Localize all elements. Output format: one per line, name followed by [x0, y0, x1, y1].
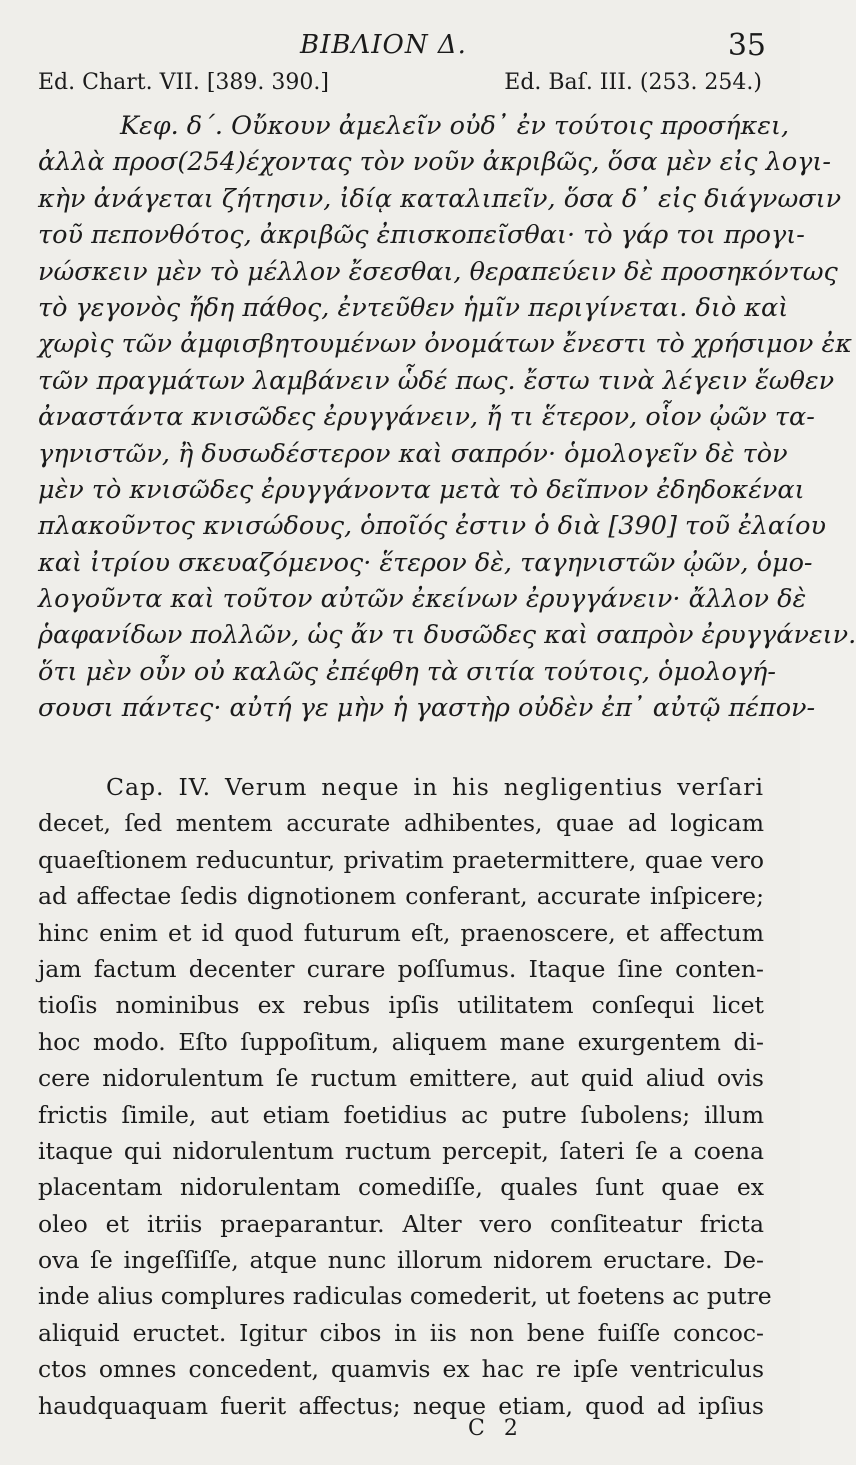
greek-line: μὲν τὸ κνισῶδες ἐρυγγάνοντα μετὰ τὸ δεῖπνον ἐδηδοκέναι	[38, 474, 805, 505]
greek-line: τὸ γεγονὸς ἤδη πάθος, ἐντεῦθεν ἡμῖν περιγίνεται. διὸ καὶ	[38, 292, 789, 323]
greek-line: γηνιστῶν, ἢ δυσωδέστερον καὶ σαπρόν· ὁμολογεῖν δὲ τὸν	[38, 438, 788, 469]
greek-line: σουσι πάντες· αὐτή γε μὴν ἡ γαστὴρ οὐδὲν ἐπ᾽ αὐτῷ πέπον-	[38, 693, 816, 724]
latin-line: itaque qui nidorulentum ructum percepit, ſateri ſe a coena	[38, 1136, 764, 1165]
latin-line: cere nidorulentum ſe ructum emittere, aut quid aliud ovis	[38, 1064, 764, 1093]
greek-line: ἀλλὰ προσ(254)έχοντας τὸν νοῦν ἀκριβῶς, ὅσα μὲν εἰς λογι-	[38, 147, 832, 178]
latin-line: inde alius complures radiculas comederit, ut foetens ac putre	[38, 1282, 772, 1311]
latin-line: Cap. IV. Verum neque in his negligentius verſari	[106, 773, 764, 801]
greek-line: τῶν πραγμάτων λαμβάνειν ὧδέ πως. ἔστω τινὰ λέγειν ἕωθεν	[38, 365, 835, 396]
latin-line: decet, ſed mentem accurate adhibentes, quae ad logicam	[38, 809, 764, 838]
latin-line: placentam nidorulentam comediſſe, quales ſunt quae ex	[38, 1173, 764, 1202]
greek-line: Κεφ. δ΄. Οὔκουν ἀμελεῖν οὐδ᾽ ἐν τούτοις προσήκει,	[120, 111, 790, 141]
greek-line: καὶ ἰτρίου σκευαζόμενος· ἕτερον δὲ, ταγηνιστῶν ᾠῶν, ὁμο-	[38, 547, 813, 578]
latin-line: frictis ſimile, aut etiam foetidius ac putre ſubolens; illum	[38, 1100, 764, 1129]
latin-line: haudquaquam fuerit affectus; neque etiam, quod ad ipſius	[38, 1391, 764, 1420]
latin-line: jam factum decenter curare poſſumus. Itaque ſine conten-	[38, 954, 764, 983]
greek-line: νώσκειν μὲν τὸ μέλλον ἔσεσθαι, θεραπεύειν δὲ προσηκόντως	[38, 256, 838, 287]
edition-basel-ref: Ed. Baſ. III. (253. 254.)	[504, 70, 762, 95]
greek-line: λογοῦντα καὶ τοῦτον αὐτῶν ἐκείνων ἐρυγγάνειν· ἄλλον δὲ	[38, 584, 807, 615]
latin-line: tioſis nominibus ex rebus ipſis utilitatem conſequi licet	[38, 991, 764, 1020]
edition-chartier-ref: Ed. Chart. VII. [389. 390.]	[38, 70, 329, 95]
running-head-title: BIBΛΙΟΝ Δ.	[300, 30, 467, 60]
edition-references	[38, 70, 762, 104]
greek-line: ῥαφανίδων πολλῶν, ὡς ἄν τι δυσῶδες καὶ σαπρὸν ἐρυγγάνειν.	[38, 620, 856, 651]
greek-line: κὴν ἀνάγεται ζήτησιν, ἰδίᾳ καταλιπεῖν, ὅσα δ᾽ εἰς διάγνωσιν	[38, 183, 842, 214]
greek-line: ἀναστάντα κνισῶδες ἐρυγγάνειν, ἤ τι ἕτερον, οἷον ᾠῶν τα-	[38, 402, 815, 433]
signature-mark: C 2	[468, 1416, 524, 1441]
greek-text-block	[38, 108, 856, 727]
greek-line: ὅτι μὲν οὖν οὐ καλῶς ἐπέφθη τὰ σιτία τούτοις, ὁμολογή-	[38, 656, 776, 687]
latin-text-block	[38, 770, 772, 1425]
page-number: 35	[727, 28, 766, 63]
latin-line: quaeſtionem reducuntur, privatim praetermittere, quae vero	[38, 845, 764, 874]
greek-line: τοῦ πεπονθότος, ἀκριβῶς ἐπισκοπεῖσθαι· τὸ γάρ τοι προγι-	[38, 220, 805, 251]
latin-line: ova ſe ingeſſiſſe, atque nunc illorum nidorem eructare. De-	[38, 1246, 764, 1275]
latin-line: hoc modo. Eſto ſuppoſitum, aliquem mane exurgentem di-	[38, 1027, 764, 1056]
greek-line: χωρὶς τῶν ἀμφισβητουμένων ὀνομάτων ἔνεστι τὸ χρήσιμον ἐκ	[38, 329, 852, 360]
latin-line: oleo et itriis praeparantur. Alter vero conſiteatur fricta	[38, 1209, 764, 1238]
latin-line: ctos omnes concedent, quamvis ex hac re ipſe ventriculus	[38, 1355, 764, 1384]
greek-line: πλακοῦντος κνισώδους, ὁποῖός ἐστιν ὁ διὰ [390] τοῦ ἐλαίου	[38, 511, 826, 542]
latin-line: aliquid eructet. Igitur cibos in iis non bene fuiſſe concoc-	[38, 1318, 764, 1347]
latin-line: ad affectae ſedis dignotionem conferant, accurate inſpicere;	[38, 882, 764, 911]
latin-line: hinc enim et id quod futurum eſt, praenoscere, et affectum	[38, 918, 764, 947]
